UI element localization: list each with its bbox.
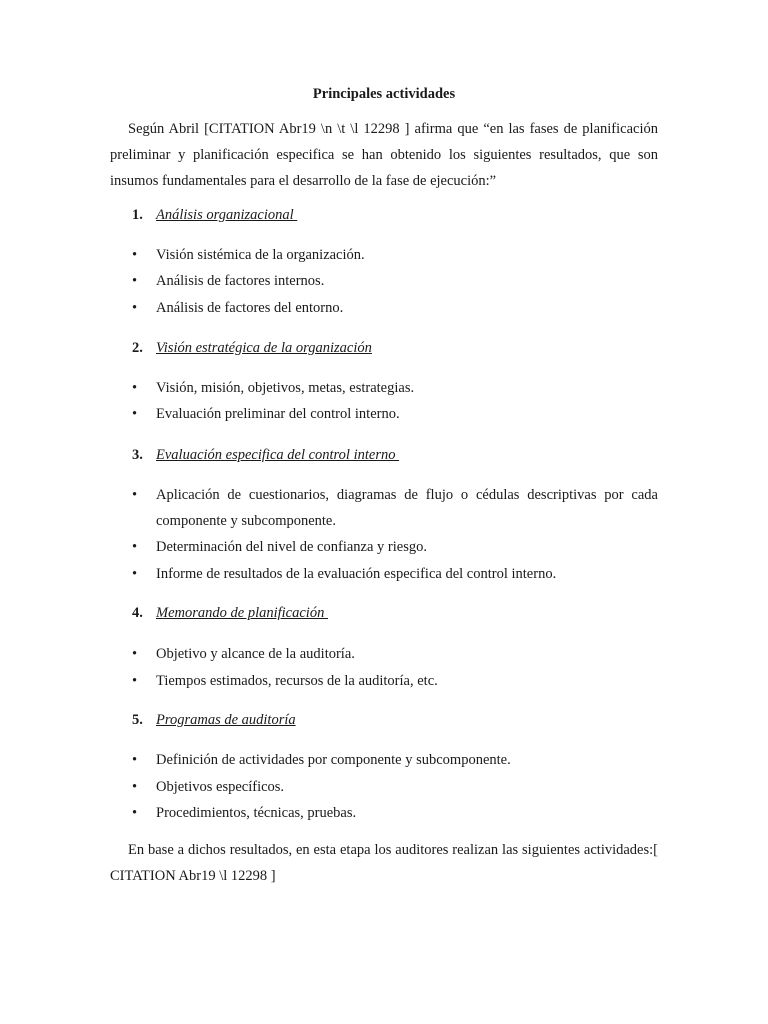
section-heading-4 (132, 603, 328, 623)
list-item-text: Tiempos estimados, recursos de la auditoría, etc. (156, 673, 438, 689)
list-item (132, 268, 658, 294)
section-number: 4. (132, 605, 143, 621)
list-item-text: Análisis de factores internos. (156, 273, 325, 289)
section-heading-5 (132, 710, 296, 730)
section-title: Análisis organizacional (156, 207, 298, 223)
bullet-icon: • (132, 539, 138, 555)
section-title: Visión estratégica de la organización (156, 340, 372, 356)
list-item (132, 561, 658, 587)
list-item (132, 295, 658, 321)
bullet-icon: • (132, 779, 138, 795)
list-item-text: Visión sistémica de la organización. (156, 247, 365, 263)
closing-text: En base a dichos resultados, en esta etapa los auditores realizan las siguientes actividades:[ CITATION Abr19 \l 12298 ] (110, 842, 658, 884)
list-item-text: Definición de actividades por componente y subcomponente. (156, 752, 511, 768)
bullet-icon: • (132, 805, 138, 821)
list-item (132, 668, 658, 694)
section-title: Programas de auditoría (156, 712, 296, 728)
intro-text: Según Abril [CITATION Abr19 \n \t \l 12298 ] afirma que “en las fases de planificación preliminar y planificación especifica se han obtenido los siguientes resultados, que son insumos fundamentales para el desarrollo de la fase de ejecución:” (110, 121, 658, 189)
section-number: 2. (132, 340, 143, 356)
bullet-icon: • (132, 752, 138, 768)
list-item-text: Procedimientos, técnicas, pruebas. (156, 805, 357, 821)
section-heading-2 (132, 338, 372, 358)
bullet-icon: • (132, 673, 138, 689)
list-item-text: Visión, misión, objetivos, metas, estrategias. (156, 380, 415, 396)
list-item-text: Aplicación de cuestionarios, diagramas de flujo o cédulas descriptivas por cada componente y subcomponente. (156, 487, 658, 529)
list-item (132, 534, 658, 560)
bullet-icon: • (132, 273, 138, 289)
bullet-icon: • (132, 247, 138, 263)
list-item-text: Análisis de factores del entorno. (156, 300, 344, 316)
closing-paragraph (110, 837, 658, 889)
bullet-icon: • (132, 566, 138, 582)
bullet-icon: • (132, 300, 138, 316)
list-item (132, 401, 658, 427)
list-item-text: Evaluación preliminar del control interno. (156, 406, 400, 422)
list-item-text: Objetivos específicos. (156, 779, 285, 795)
section-number: 3. (132, 447, 143, 463)
list-item (132, 375, 658, 401)
list-item (132, 774, 658, 800)
list-item (132, 747, 658, 773)
bullet-icon: • (132, 380, 138, 396)
page-title: Principales actividades (312, 86, 456, 102)
intro-paragraph (110, 116, 658, 194)
list-item (132, 242, 658, 268)
list-item (132, 800, 658, 826)
section-heading-3 (132, 445, 399, 465)
section-number: 5. (132, 712, 143, 728)
bullet-icon: • (132, 646, 138, 662)
list-item-text: Informe de resultados de la evaluación especifica del control interno. (156, 566, 557, 582)
list-item (132, 641, 658, 667)
list-item-text: Determinación del nivel de confianza y riesgo. (156, 539, 427, 555)
section-title: Memorando de planificación (156, 605, 328, 621)
bullet-icon: • (132, 487, 138, 503)
bullet-icon: • (132, 406, 138, 422)
section-title: Evaluación especifica del control interno (156, 447, 400, 463)
list-item (132, 482, 658, 534)
section-number: 1. (132, 207, 143, 223)
list-item-text: Objetivo y alcance de la auditoría. (156, 646, 355, 662)
section-heading-1 (132, 205, 297, 225)
